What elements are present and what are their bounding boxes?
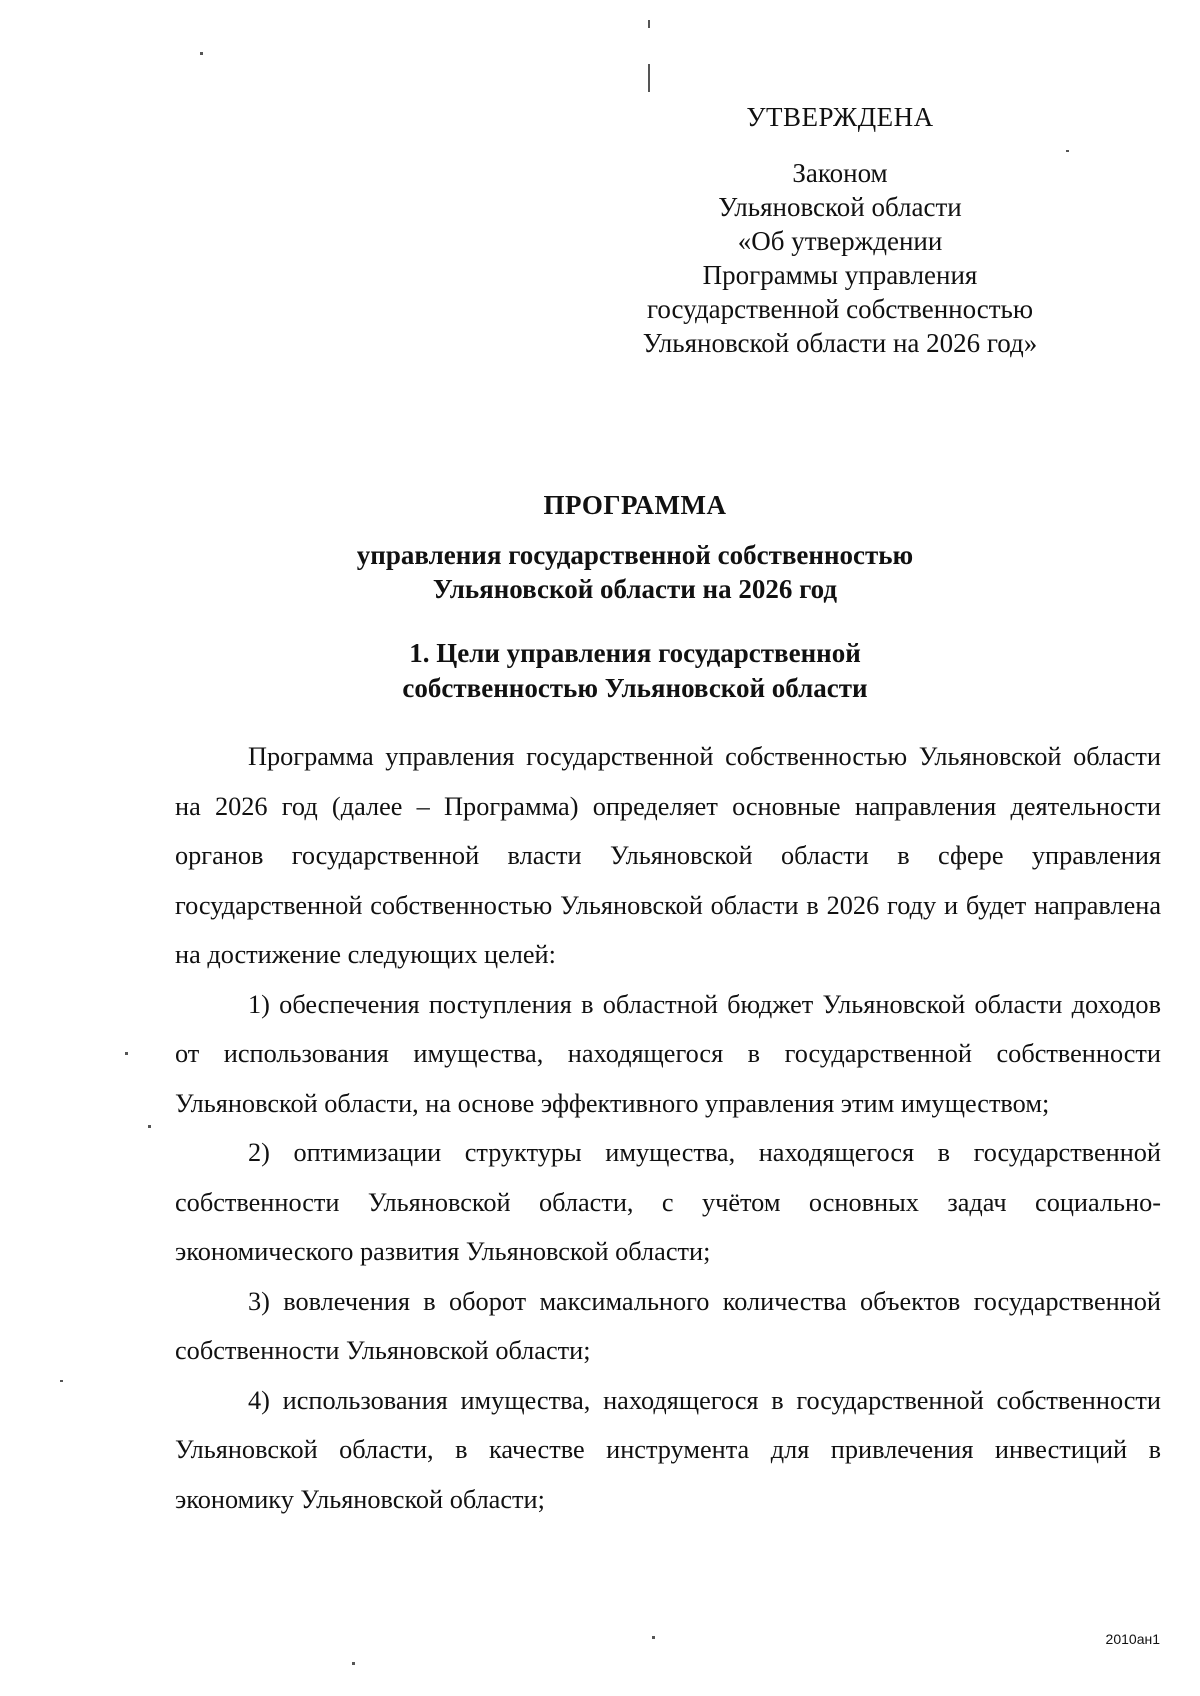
title-subtitle-line: управления государственной собственностью	[356, 540, 914, 570]
document-code: 2010ан1	[1105, 1631, 1160, 1647]
approval-line: Законом	[792, 158, 888, 188]
section-heading-line: собственностью Ульяновской области	[402, 673, 868, 703]
title-main: ПРОГРАММА	[543, 490, 727, 520]
approval-line: Ульяновской области на 2026 год»	[642, 328, 1038, 358]
document-body	[175, 732, 1161, 1524]
scan-speck	[352, 1662, 355, 1665]
section-heading	[170, 636, 1100, 706]
scan-speck	[60, 1380, 63, 1382]
scan-speck	[125, 1052, 128, 1055]
paragraph-intro: Программа управления государственной собственностью Ульяновской области на 2026 год (далее – Программа) определяет основные направления деятельности органов государственной власти Ульяновской области в сфере управления государственной собственностью Ульяновской области в 2026 году и будет направлена на достижение следующих целей:	[175, 742, 1161, 969]
document-title	[170, 488, 1100, 606]
paragraph-goal-1: 1) обеспечения поступления в областной бюджет Ульяновской области доходов от использования имущества, находящегося в государственной собственности Ульяновской области, на основе эффективного управления этим имуществом;	[175, 989, 1161, 1118]
paragraph-goal-4: 4) использования имущества, находящегося в государственной собственности Ульяновской области, в качестве инструмента для привлечения инвестиций в экономику Ульяновской области;	[175, 1385, 1161, 1514]
scan-speck	[148, 1125, 151, 1128]
approval-stamp-block	[600, 100, 1080, 360]
approval-line: государственной собственностью	[646, 294, 1034, 324]
section-heading-line: 1. Цели управления государственной	[409, 638, 861, 668]
approval-line: «Об утверждении	[737, 226, 943, 256]
scan-speck	[648, 64, 650, 92]
approval-line: Программы управления	[702, 260, 978, 290]
scan-speck	[648, 20, 650, 28]
approval-heading: УТВЕРЖДЕНА	[746, 102, 934, 132]
title-subtitle-line: Ульяновской области на 2026 год	[432, 574, 838, 604]
scan-speck	[200, 52, 203, 55]
approval-line: Ульяновской области	[718, 192, 962, 222]
paragraph-goal-2: 2) оптимизации структуры имущества, находящегося в государственной собственности Ульяновской области, с учётом основных задач социально-экономического развития Ульяновской области;	[175, 1138, 1161, 1266]
paragraph-goal-3: 3) вовлечения в оборот максимального количества объектов государственной собственности Ульяновской области;	[175, 1286, 1161, 1365]
scan-speck	[652, 1636, 655, 1639]
